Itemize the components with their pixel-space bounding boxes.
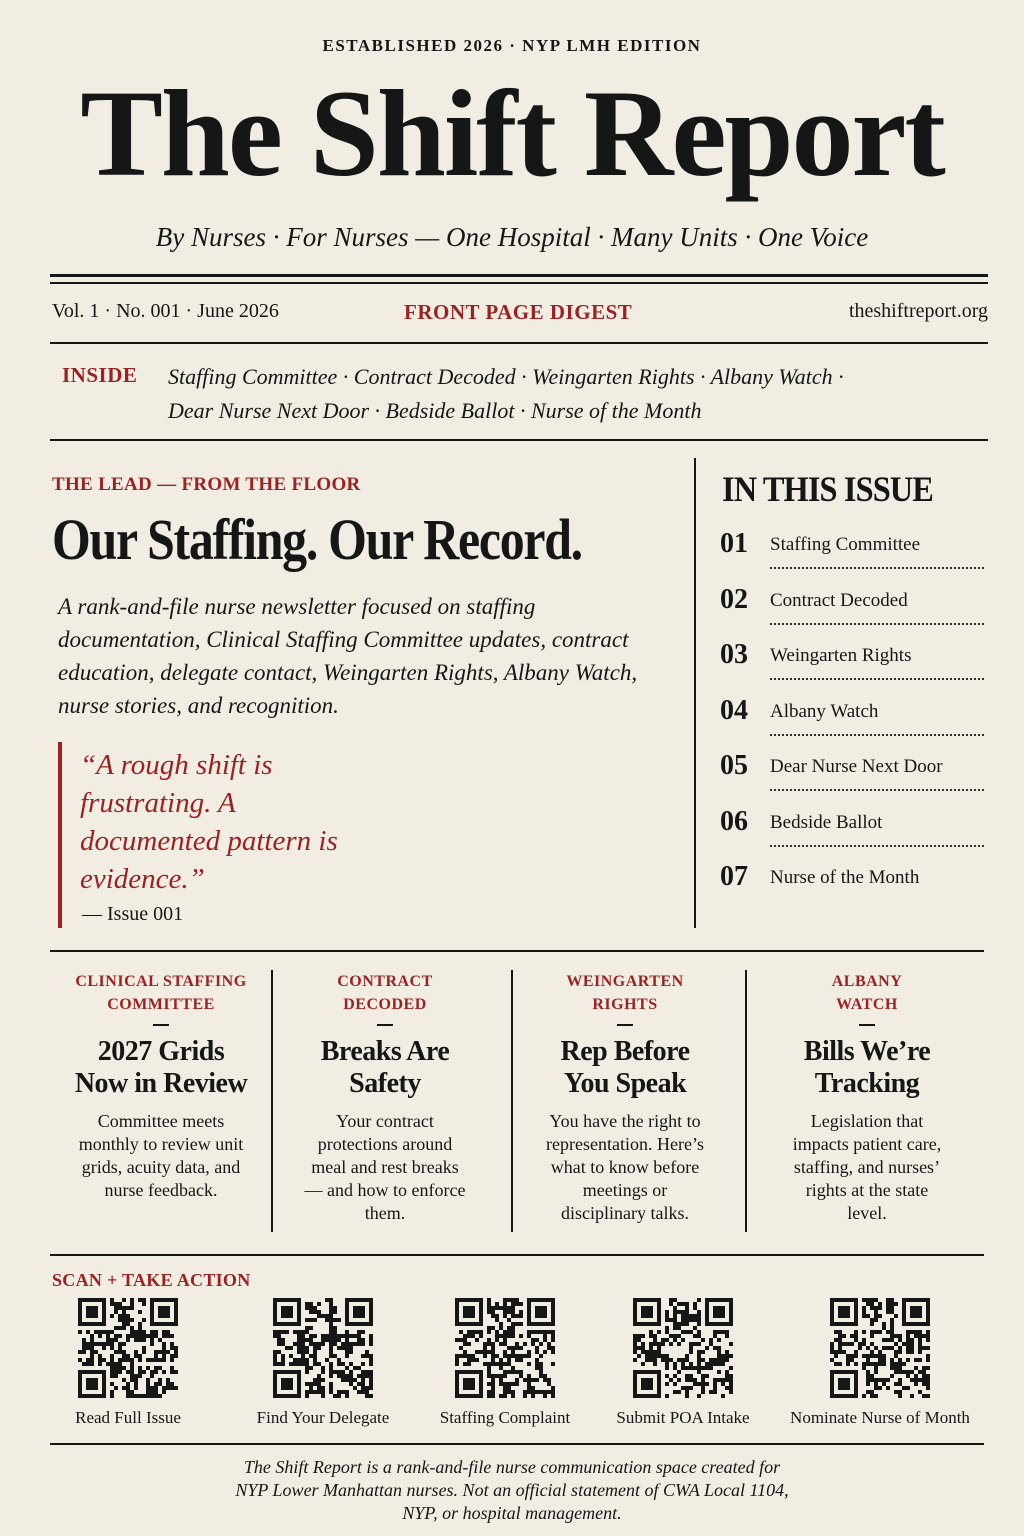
section-label: FRONT PAGE DIGEST xyxy=(404,300,633,324)
column-kicker-line: CLINICAL STAFFING xyxy=(75,973,247,990)
toc-number: 05 xyxy=(720,750,748,781)
column-body: Committee meets monthly to review unit grids, acuity data, and nurse feedback. xyxy=(78,1111,244,1200)
disclaimer-line: NYP Lower Manhattan nurses. Not an official statement of CWA Local 1104, xyxy=(235,1480,789,1500)
newspaper-title: The Shift Report xyxy=(80,65,944,202)
column-headline xyxy=(50,1036,272,1100)
disclaimer-line: NYP, or hospital management. xyxy=(402,1503,622,1523)
dash-divider xyxy=(377,1024,393,1026)
toc-label: Contract Decoded xyxy=(770,589,908,611)
toc-number: 04 xyxy=(720,694,748,726)
dash-divider xyxy=(153,1024,169,1026)
disclaimer xyxy=(160,1456,864,1525)
column-kicker-line: COMMITTEE xyxy=(107,996,215,1013)
dateline xyxy=(52,300,988,330)
toc-list xyxy=(720,526,984,915)
toc-item[interactable] xyxy=(720,582,984,638)
section-rule xyxy=(50,950,984,952)
dotted-leader xyxy=(770,678,984,680)
pull-quote-attribution: — Issue 001 xyxy=(82,903,184,925)
toc-item[interactable] xyxy=(720,526,984,582)
website-link[interactable]: theshiftreport.org xyxy=(848,300,988,322)
masthead-rule-bottom xyxy=(50,282,988,284)
column-kicker-line: RIGHTS xyxy=(592,996,658,1013)
qr-label: Read Full Issue xyxy=(75,1408,181,1427)
column-kicker xyxy=(520,970,730,1016)
dotted-leader xyxy=(770,734,984,736)
qr-find-your-delegate[interactable] xyxy=(243,1298,403,1428)
toc-heading: IN THIS ISSUE xyxy=(722,469,934,509)
column-separator xyxy=(271,970,273,1232)
qr-label: Submit POA Intake xyxy=(616,1408,750,1427)
qr-code-icon xyxy=(78,1298,178,1398)
toc-number: 07 xyxy=(720,861,748,892)
toc-number: 02 xyxy=(720,583,748,615)
column-separator xyxy=(511,970,513,1232)
dash-divider xyxy=(859,1024,875,1026)
qr-label: Find Your Delegate xyxy=(256,1408,390,1427)
column-headline xyxy=(280,1036,490,1100)
feature-column[interactable] xyxy=(280,970,490,1232)
dotted-leader xyxy=(770,789,984,791)
inside-list-line: Dear Nurse Next Door · Bedside Ballot · Nurse of the Month xyxy=(168,398,702,423)
dotted-leader xyxy=(770,567,984,569)
inside-list-line: Staffing Committee · Contract Decoded · Weingarten Rights · Albany Watch · xyxy=(168,364,844,389)
toc-item[interactable] xyxy=(720,637,984,693)
pull-quote: “A rough shift is frustrating. A documented pattern is evidence.” xyxy=(80,749,338,895)
qr-read-full-issue[interactable] xyxy=(48,1298,208,1428)
section-rule xyxy=(50,1254,984,1256)
toc-label: Bedside Ballot xyxy=(770,811,883,833)
qr-label: Nominate Nurse of Month xyxy=(790,1408,970,1427)
toc-number: 01 xyxy=(720,528,748,559)
section-rule xyxy=(50,439,988,441)
toc-item[interactable] xyxy=(720,748,984,804)
inside-list xyxy=(168,360,968,428)
toc-item[interactable] xyxy=(720,693,984,749)
qr-staffing-complaint[interactable] xyxy=(425,1298,585,1428)
toc-label: Weingarten Rights xyxy=(770,645,912,666)
column-headline-line: Safety xyxy=(349,1068,421,1099)
column-kicker-line: WEINGARTEN xyxy=(566,973,684,990)
toc-item[interactable] xyxy=(720,804,984,860)
toc-label: Staffing Committee xyxy=(770,534,921,555)
footer-rule xyxy=(50,1443,984,1445)
column-headline-line: Bills We’re xyxy=(803,1036,931,1067)
masthead-rule-top xyxy=(50,274,988,277)
pull-quote-bar xyxy=(58,742,62,928)
column-headline-line: Now in Review xyxy=(74,1068,248,1099)
column-headline xyxy=(750,1036,984,1100)
toc-label: Dear Nurse Next Door xyxy=(770,756,943,777)
column-divider xyxy=(694,458,696,928)
qr-label: Staffing Complaint xyxy=(439,1408,571,1427)
column-headline xyxy=(520,1036,730,1100)
disclaimer-line: The Shift Report is a rank-and-file nurse communication space created for xyxy=(243,1457,781,1477)
column-kicker xyxy=(50,970,272,1016)
inside-label: INSIDE xyxy=(62,363,138,387)
toc-label: Albany Watch xyxy=(770,700,879,722)
column-kicker xyxy=(280,970,490,1016)
toc-item[interactable] xyxy=(720,859,984,915)
qr-code-icon xyxy=(455,1298,555,1398)
column-headline-line: Rep Before xyxy=(560,1036,690,1067)
column-kicker-line: DECODED xyxy=(343,996,427,1013)
toc-number: 06 xyxy=(720,805,748,837)
column-separator xyxy=(745,970,747,1232)
toc-label: Nurse of the Month xyxy=(770,867,920,888)
qr-nominate-nurse[interactable] xyxy=(780,1298,980,1428)
scan-label: SCAN + TAKE ACTION xyxy=(52,1270,251,1290)
qr-code-icon xyxy=(830,1298,930,1398)
volume-issue-date: Vol. 1 · No. 001 · June 2026 xyxy=(52,300,279,322)
tagline: By Nurses · For Nurses — One Hospital · Many Units · One Voice xyxy=(155,222,869,252)
dotted-leader xyxy=(770,623,984,625)
column-body: Legislation that impacts patient care, staffing, and nurses’ rights at the state level. xyxy=(792,1111,942,1223)
dotted-leader xyxy=(770,845,984,847)
column-headline-line: Breaks Are xyxy=(320,1036,450,1067)
feature-columns xyxy=(50,970,984,1232)
dash-divider xyxy=(617,1024,633,1026)
column-body: Your contract protections around meal and rest breaks — and how to enforce them. xyxy=(304,1111,466,1223)
column-headline-line: 2027 Grids xyxy=(97,1036,225,1067)
feature-column[interactable] xyxy=(520,970,730,1232)
column-kicker-line: ALBANY xyxy=(831,973,903,990)
qr-code-icon xyxy=(633,1298,733,1398)
column-kicker xyxy=(750,970,984,1016)
dateline-rule xyxy=(50,342,988,344)
qr-submit-poa-intake[interactable] xyxy=(603,1298,763,1428)
lead-kicker: THE LEAD — FROM THE FLOOR xyxy=(52,474,361,495)
column-body: You have the right to representation. Here’s what to know before meetings or disciplinary talks. xyxy=(546,1111,704,1223)
column-headline-line: You Speak xyxy=(563,1068,687,1099)
column-kicker-line: WATCH xyxy=(836,996,898,1013)
column-kicker-line: CONTRACT xyxy=(337,973,433,990)
feature-column[interactable] xyxy=(750,970,984,1232)
qr-code-icon xyxy=(273,1298,373,1398)
edition-line: ESTABLISHED 2026 · NYP LMH EDITION xyxy=(322,36,702,55)
column-headline-line: Tracking xyxy=(814,1068,920,1099)
lead-body: A rank-and-file nurse newsletter focused on staffing documentation, Clinical Staffing Committee updates, contract education, delegate contact, Weingarten Rights, Albany Watch, nurse stories, and recognition. xyxy=(58,594,638,718)
lead-headline: Our Staffing. Our Record. xyxy=(52,507,582,572)
feature-column[interactable] xyxy=(50,970,272,1232)
toc-number: 03 xyxy=(720,639,748,670)
